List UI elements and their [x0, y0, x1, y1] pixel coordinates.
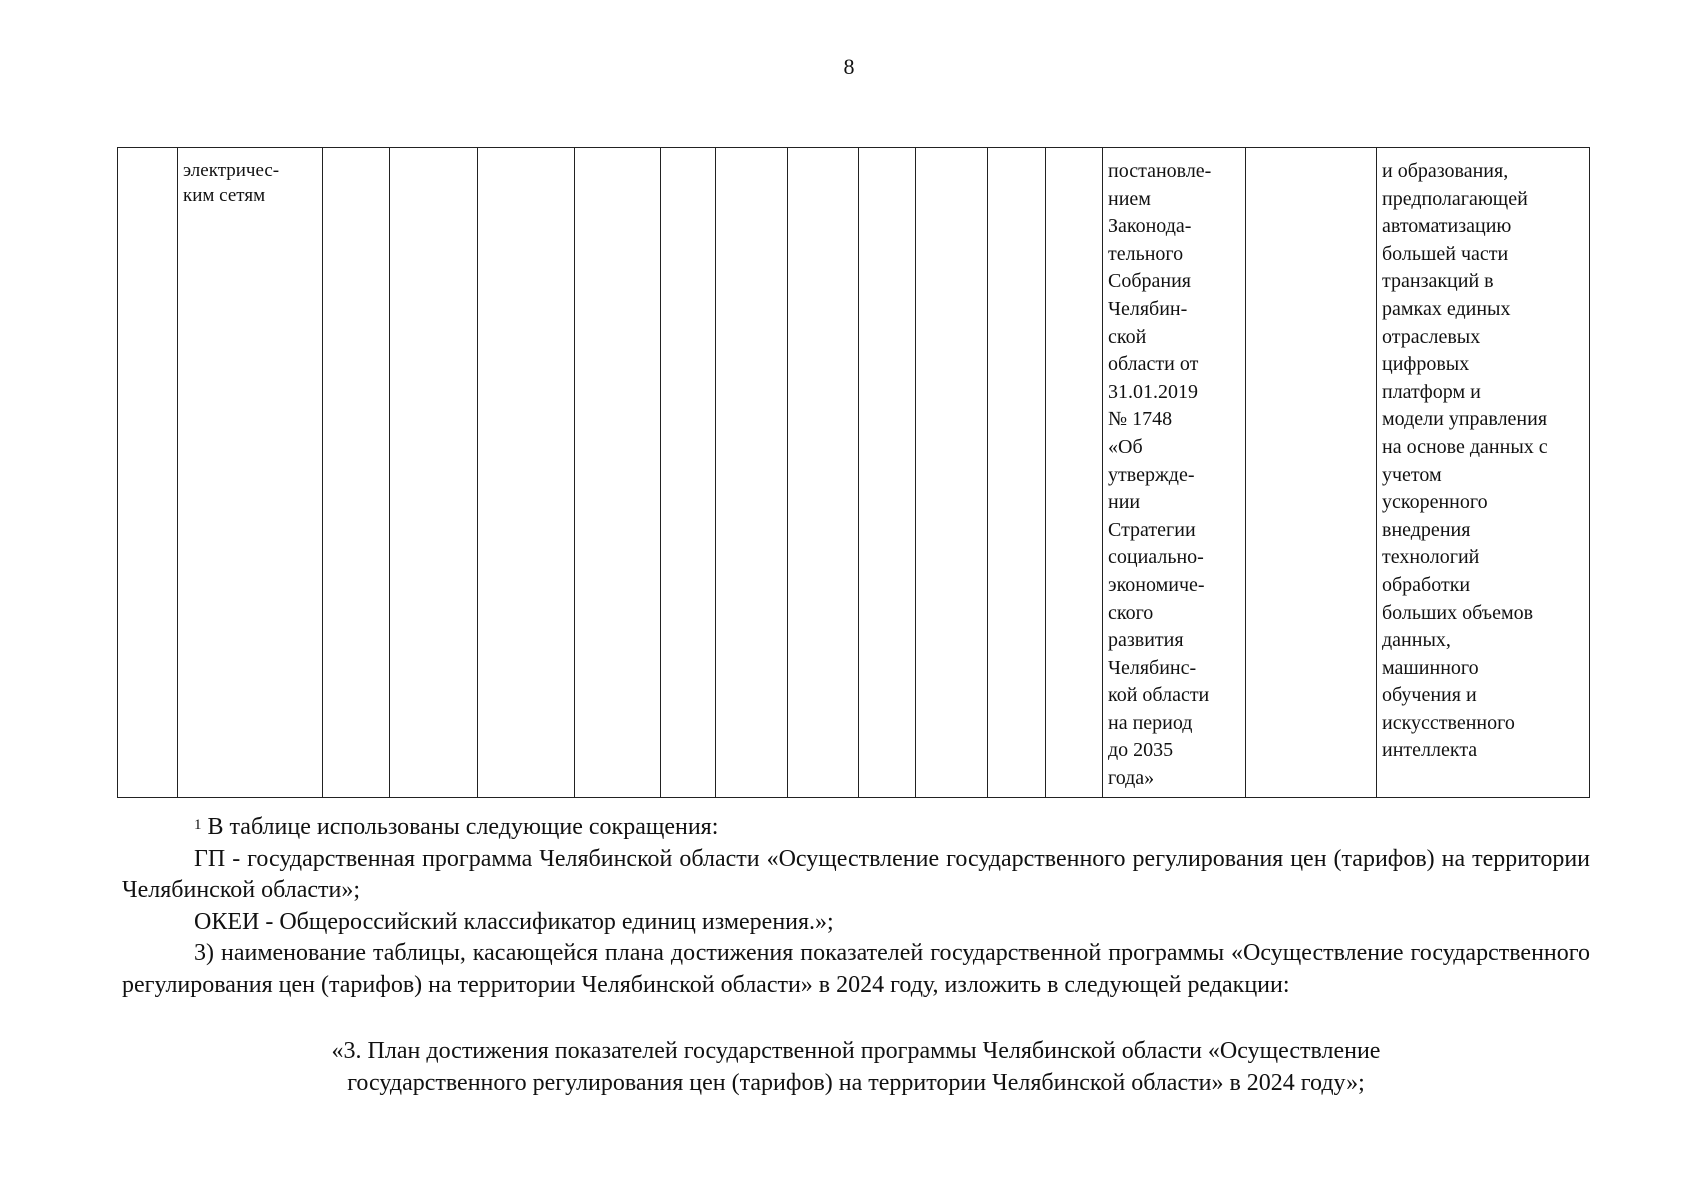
table-cell [1046, 148, 1103, 798]
table-cell-number [118, 148, 178, 798]
table-cell [788, 148, 859, 798]
footnote-intro-text: В таблице использованы следующие сокращения: [201, 814, 719, 840]
item-3-paragraph: 3) наименование таблицы, касающейся плана достижения показателей государственной программы «Осуществление государственного регулирования цен (тарифов) на территории Челябинской области» в 2024 году, изложить в следующей редакции: [122, 940, 1590, 998]
table-cell [390, 148, 478, 798]
footnotes [122, 812, 1590, 1001]
table-cell-basis [1103, 148, 1246, 798]
table-cell [988, 148, 1046, 798]
table-cell [716, 148, 788, 798]
table-cell [323, 148, 390, 798]
table-cell [859, 148, 916, 798]
indicators-table [117, 147, 1590, 798]
table-cell [661, 148, 716, 798]
table-title-line-1: «3. План достижения показателей государственной программы Челябинской области «Осуществление [331, 1038, 1381, 1064]
table-row [118, 148, 1590, 798]
page-number: 8 [843, 54, 855, 79]
table-cell [916, 148, 988, 798]
footnote-intro [122, 812, 1590, 844]
table-cell [575, 148, 661, 798]
goal-text: и образования, предполагающей автоматизацию большей части транзакций в рамках единых отраслевых цифровых платформ и модели управления на основе данных с учетом ускоренного внедрения технологий обработки больших объемов данных, машинного обучения и искусственного интеллекта [1382, 160, 1548, 762]
table-cell [1246, 148, 1377, 798]
table-title-line-2: государственного регулирования цен (тарифов) на территории Челябинской области» в 2024 году»; [347, 1069, 1365, 1096]
table-cell-goal [1377, 148, 1590, 798]
table-title [122, 1036, 1590, 1099]
footnote-okei: ОКЕИ - Общероссийский классификатор единиц измерения.»; [194, 908, 834, 935]
footnote-gp: ГП - государственная программа Челябинской области «Осуществление государственного регулирования цен (тарифов) на территории Челябинской области»; [122, 845, 1590, 903]
table-cell-indicator [178, 148, 323, 798]
footnote-marker: 1 [194, 817, 202, 833]
basis-text: постановле- нием Законода- тельного Собрания Челябин- ской области от 31.01.2019 № 1748 «Об утвержде- нии Стратегии социально- экономиче- ского развития Челябинс- кой области на период до 2035 года» [1108, 160, 1212, 790]
table-cell [478, 148, 575, 798]
indicator-text: электричес- ким сетям [183, 160, 280, 206]
